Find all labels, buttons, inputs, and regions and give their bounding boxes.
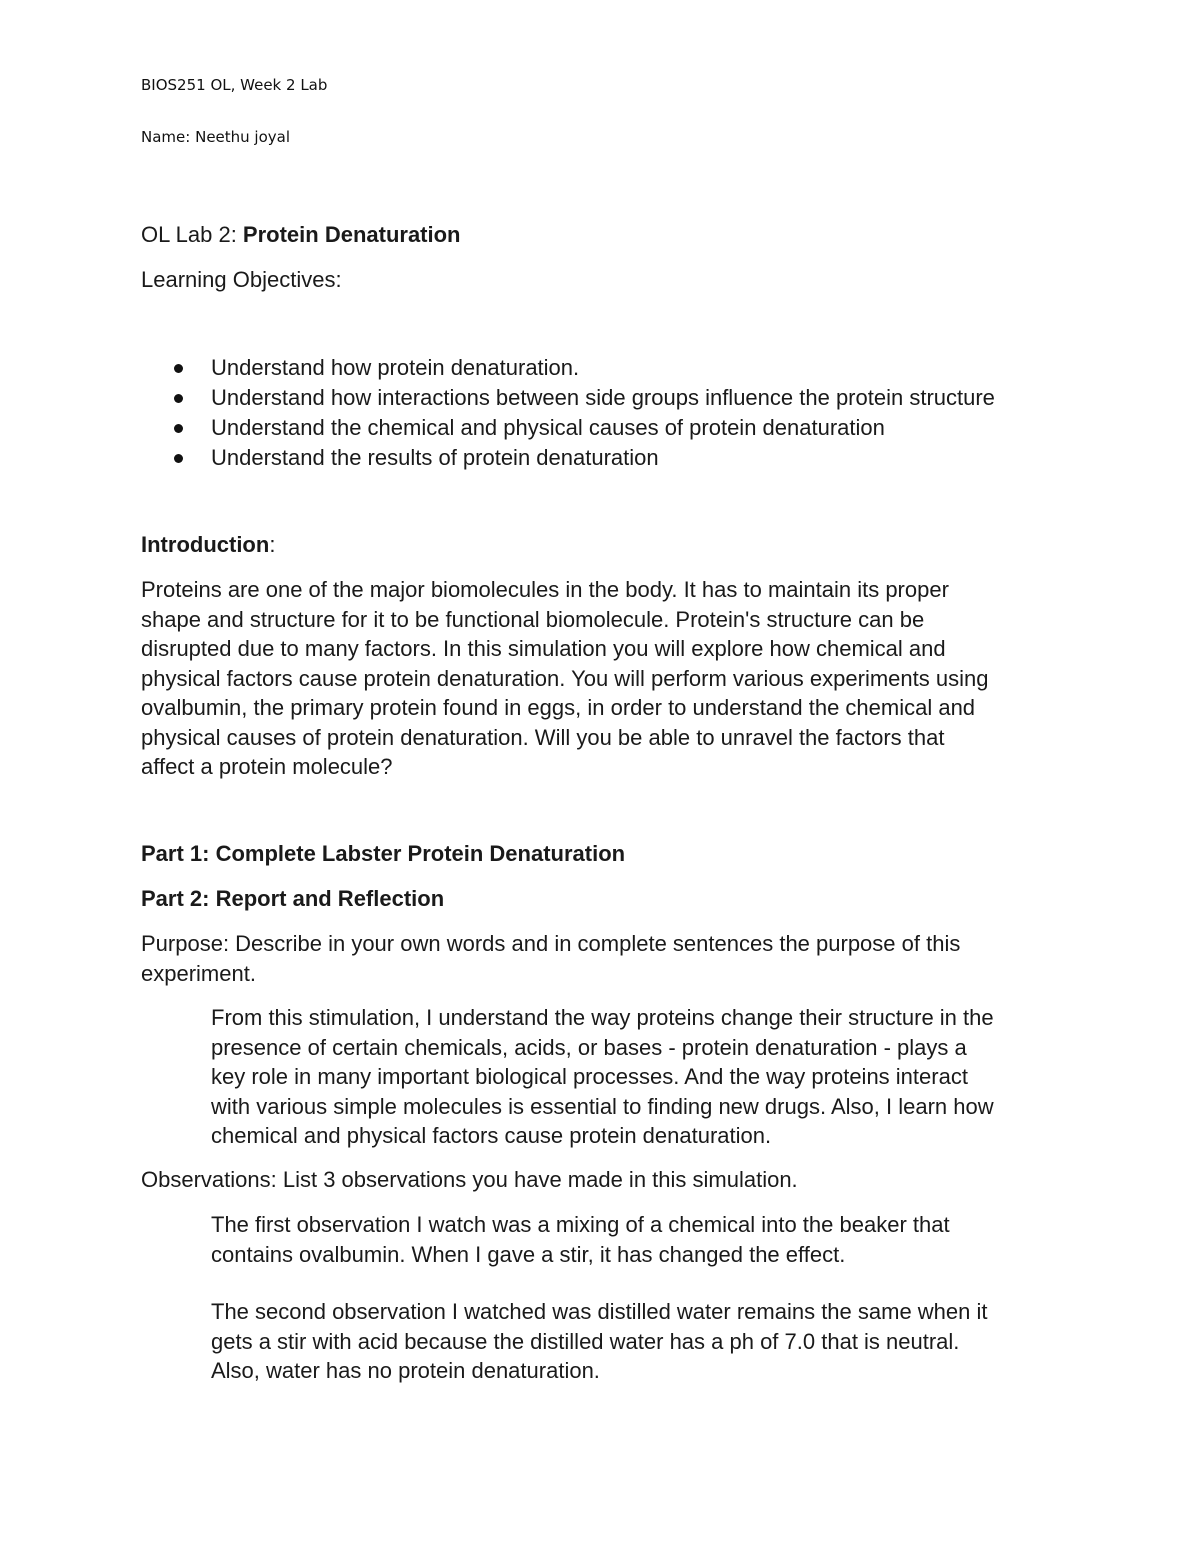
purpose-prompt: Purpose: Describe in your own words and in complete sentences the purpose of this experiment. [141, 931, 961, 986]
introduction-heading: Introduction: [141, 532, 276, 557]
lab-title-prefix: OL Lab 2: [141, 222, 243, 247]
name-value: Neethu joyal [195, 128, 291, 146]
name-label: Name: [141, 128, 191, 146]
bullet-icon [174, 364, 183, 373]
bullet-icon [174, 394, 183, 403]
course-header: BIOS251 OL, Week 2 Lab [141, 76, 328, 94]
objectives-heading: Learning Objectives: [141, 267, 342, 292]
bullet-icon [174, 454, 183, 463]
list-item: Understand the results of protein denaturation [172, 443, 995, 473]
objectives-list [172, 353, 995, 473]
list-item: Understand how protein denaturation. [172, 353, 995, 383]
part2-heading: Part 2: Report and Reflection [141, 886, 445, 911]
list-item: Understand how interactions between side groups influence the protein structure [172, 383, 995, 413]
lab-title [141, 220, 461, 250]
part1-heading: Part 1: Complete Labster Protein Denaturation [141, 841, 626, 866]
student-name-line [141, 128, 290, 146]
introduction-paragraph: Proteins are one of the major biomolecules in the body. It has to maintain its proper shape and structure for it to be functional biomolecule. Protein's structure can be disrupted due to many factors. In this simulation you will explore how chemical and physical factors cause protein denaturation. You will perform various experiments using ovalbumin, the primary protein found in eggs, in order to understand the chemical and physical causes of protein denaturation. Will you be able to unravel the factors that affect a protein molecule? [141, 577, 989, 779]
list-item: Understand the chemical and physical causes of protein denaturation [172, 413, 995, 443]
bullet-icon [174, 424, 183, 433]
purpose-answer: From this stimulation, I understand the way proteins change their structure in the presence of certain chemicals, acids, or bases - protein denaturation - plays a key role in many important biological processes. And the way proteins interact with various simple molecules is essential to finding new drugs. Also, I learn how chemical and physical factors cause protein denaturation. [211, 1005, 994, 1148]
observations-prompt: Observations: List 3 observations you have made in this simulation. [141, 1167, 798, 1192]
lab-title-topic: Protein Denaturation [242, 222, 461, 247]
observation-first: The first observation I watch was a mixing of a chemical into the beaker that contains ovalbumin. When I gave a stir, it has changed the effect. [211, 1212, 950, 1267]
observation-second: The second observation I watched was distilled water remains the same when it gets a stir with acid because the distilled water has a ph of 7.0 that is neutral. Also, water has no protein denaturation. [211, 1299, 988, 1383]
